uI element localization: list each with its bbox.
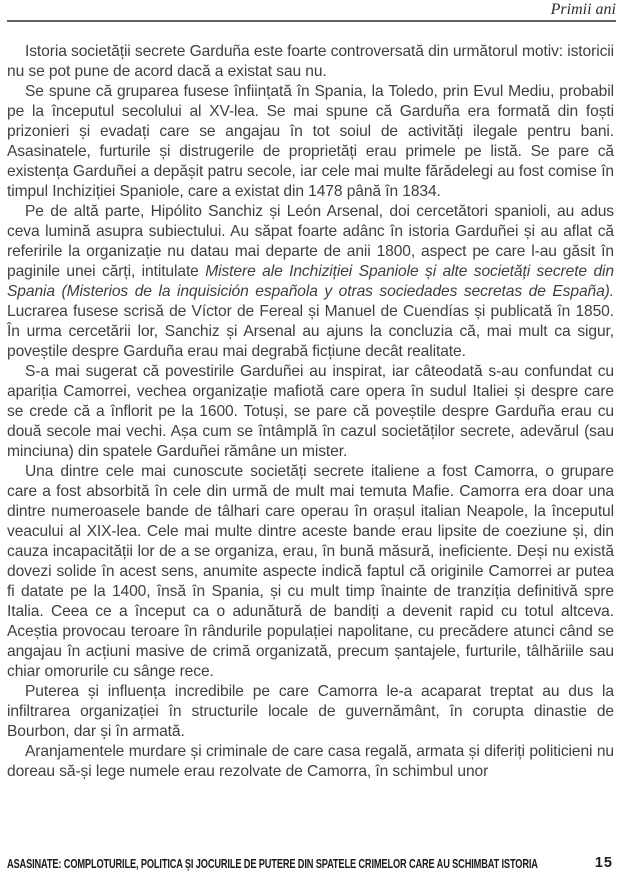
page-header (7, 0, 616, 22)
body-paragraph (7, 82, 614, 202)
text-segment: Lucrarea fusese scrisă de Víctor de Fereal și Manuel de Cuendías și publicată în 1850. În urma cercetării lor, Sanchiz și Arsenal au ajuns la concluzia că, mai mult ca sigur, poveștile despre Garduña erau mai degrabă ficțiune decât realitate. (7, 303, 614, 360)
text-segment: Se spune că gruparea fusese înființată în Spania, la Toledo, prin Evul Mediu, probabil pe la începutul secolului al XV-lea. Se mai spune că Garduña era formată din foști prizonieri și evadați care se angajau în tot soiul de activități ilegale pentru bani. Asasinatele, furturile și distrugerile de proprietăți erau primele pe listă. Se pare că existența Garduñei a depășit patru secole, iar cele mai multe fărădelegi au fost comise în timpul Inchiziției Spaniole, care a existat din 1478 până în 1834. (7, 83, 614, 200)
body-paragraph (7, 202, 614, 362)
body-paragraph (7, 682, 614, 742)
text-segment: Una dintre cele mai cunoscute societăți secrete italiene a fost Camorra, o grupare care a fost absorbită în cele din urmă de mult mai temuta Mafie. Camorra era doar una dintre numeroasele bande de tâlhari care operau în orașul italian Neapole, la începutul veacului al XIX-lea. Cele mai multe dintre aceste bande erau lipsite de coeziune și, din cauza incapacității lor de a se organiza, erau, în bună măsură, ineficiente. Deși nu există dovezi solide în acest sens, anumite aspecte indică faptul că originile Camorrei ar putea fi datate pe la 1400, însă în Spania, și cu mult timp înainte de tranziția definitivă spre Italia. Ceea ce a început ca o adunătură de bandiți a devenit rapid cu totul altceva. Aceștia provocau teroare în rândurile populației napolitane, cu precădere atunci când se angajau în acțiuni masive de crimă organizată, precum șantajele, furturile, tâlhăriile sau chiar omorurile cu sânge rece. (7, 463, 614, 680)
text-segment: S-a mai sugerat că povestirile Garduñei au inspirat, iar câteodată s-au confundat cu apariția Camorrei, vechea organizație mafiotă care opera în sudul Italiei și despre care se crede că a înflorit pe la 1600. Totuși, se pare că poveștile despre Garduña erau cu două secole mai vechi. Așa cum se întâmplă în cazul societăților secrete, adevărul (sau minciuna) din spatele Garduñei rămâne un mister. (7, 363, 614, 460)
header-rule (7, 20, 616, 22)
page-footer (7, 855, 616, 871)
body-paragraph (7, 742, 614, 782)
page-number: 15 (594, 855, 613, 871)
body-paragraph (7, 362, 614, 462)
running-head: Primii ani (550, 1, 616, 18)
page-body (7, 42, 614, 782)
body-paragraph (7, 462, 614, 682)
italic-text-segment: Mistere ale Inchiziției Spaniole și alte societăți secrete din Spania (Misterios de la inquisición española y otras sociedades secretas de España). (7, 263, 614, 300)
text-segment: Puterea și influența incredibile pe care Camorra le-a acaparat treptat au dus la infiltrarea organizației în structurile locale de guvernământ, în corupta dinastie de Bourbon, dar și în armată. (7, 683, 614, 740)
body-paragraph (7, 42, 614, 82)
text-segment: Aranjamentele murdare și criminale de care casa regală, armata și diferiți politicieni nu doreau să-și lege numele erau rezolvate de Camorra, în schimbul unor (7, 743, 614, 780)
text-segment: Pe de altă parte, Hipólito Sanchiz și León Arsenal, doi cercetători spanioli, au adus ceva lumină asupra subiectului. Au săpat foarte adânc în istoria Garduñei și au aflat că referirile la organizație nu datau mai departe de anii 1800, aspect pe care l-au găsit în paginile unei cărți, intitulate (7, 203, 614, 280)
footer-book-title: ASASINATE: COMPLOTURILE, POLITICA ȘI JOCURILE DE PUTERE DIN SPATELE CRIMELOR CARE AU SCHIMBAT ISTORIA (7, 857, 538, 871)
text-segment: Istoria societății secrete Garduña este foarte controversată din următorul motiv: istoricii nu se pot pune de acord dacă a existat sau nu. (7, 43, 614, 80)
